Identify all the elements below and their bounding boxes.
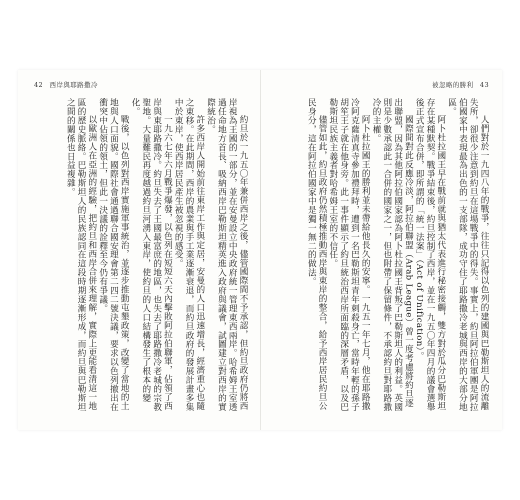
paragraph: 戰後，以色列對西岸實施軍事統治，並逐步推動屯墾政策，改變了當地的土地與人口面貌。國際社會通過聯合國安理會第二四二號決議，要求以色列撤出在衝突中佔領的領土，但此一決議的詮釋至今仍有爭議。: [97, 98, 130, 412]
right-page: [261, 70, 503, 430]
paragraph: 約旦於一九五〇年兼併西岸之後，儘管國際間不予承認，但約旦政府仍將西岸視為王國的一部分，並在安曼設立中央政府統一管理東西兩岸。哈希姆王室透過任命地方首長、吸納西岸巴勒斯坦精英進入政府與議會，試圖建立對西岸的實際統治。: [205, 98, 248, 412]
book-spread: [18, 70, 502, 430]
right-running-head-title: 被忽略的勝利: [432, 81, 474, 89]
right-page-number: 43: [479, 81, 489, 89]
paragraph: 人們對於一九四八年的戰爭，往往只記得以色列的建國與巴勒斯坦人的流離失所，卻很少注意到約旦在這場戰爭中的得失。事實上，約旦阿拉伯軍團是阿拉伯國家中表現最為出色的一支部隊，成功守住了耶路撒冷老城與西岸的大部分地區。: [446, 98, 489, 412]
left-body-text: [32, 98, 248, 416]
paragraph: 阿卜杜拉國王的勝利並未帶給他長久的安寧。一九五一年七月，他在耶路撒冷阿克薩清真寺參加禮拜時，遭到一名巴勒斯坦青年刺殺身亡，當時年輕的孫子胡笙王子就在他身旁。此一事件顯示了約旦統治西岸所面臨的深層矛盾，以及巴勒斯坦民族主義者對哈希姆王室的不信任。: [327, 98, 371, 412]
left-page-number: 42: [34, 81, 44, 89]
paragraph: 儘管如此，約旦政府仍然積極推動西岸與東岸的整合，給予西岸居民約旦公民身分，這在阿拉伯國家中是獨一無二的做法。: [306, 98, 328, 411]
paragraph: 一九六七年六月戰爭爆發，以色列在短短六天內擊敗阿拉伯聯軍，佔領了西岸與東耶路撒冷。約旦失去了王國最富庶的地區，也失去了耶路撒冷老城的宗教聖地。大量難民再度越過約旦河湧入東岸，使約旦的人口結構發生了根本的變化。: [130, 98, 173, 412]
right-running-head: [428, 80, 489, 89]
paragraph: 許多西岸人開始前往東岸工作與定居，安曼的人口迅速增長，經濟重心也隨之東移。在此期間，西岸的農業與手工業逐漸衰退，而約旦政府的發展計畫多集中於東岸，使西岸居民產生被忽視的感受。: [173, 98, 205, 412]
paragraph: 國際間對此反應冷淡，阿拉伯聯盟（Arab League）曾一度考慮將約旦逐出聯盟，因為其他阿拉伯國家認為阿卜杜拉國王背叛了巴勒斯坦人的利益。英國則是少數承認此一合併的國家之一，但也附帶了保留條件，不承認約旦對耶路撒冷的主權。: [371, 98, 414, 412]
left-running-head-title: 西岸與耶路撒冷: [49, 81, 98, 89]
left-page: [18, 70, 260, 430]
paragraph: 阿卜杜拉國王早在戰前就與猶太代表進行秘密接觸，雙方對於瓜分巴勒斯坦存在某種默契。戰爭結束後，約旦控制了西岸，並在一九五〇年四月的議會選舉後正式宣布合併，即所謂的「統一法案」（Act of Unification）。: [414, 98, 446, 412]
paragraph: 以歐洲人在亞洲的經驗，把約旦和西岸合併來理解，實際上更能看清這一地區的歷史脈絡。巴勒斯坦人的民族認同在這段時期逐漸形成，而約旦與巴勒斯坦之間的關係也日益複雜。: [65, 98, 97, 412]
left-running-head: [34, 80, 102, 89]
right-body-text: [271, 98, 489, 416]
